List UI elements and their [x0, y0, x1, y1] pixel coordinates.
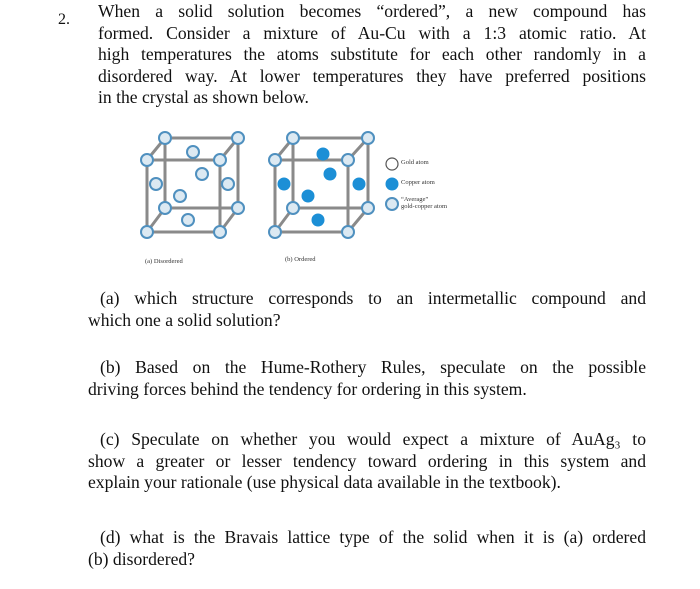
- gold-atom: [362, 132, 374, 144]
- average-atom: [174, 190, 186, 202]
- copper-atom: [278, 178, 290, 190]
- average-atom-legend-icon: [386, 198, 398, 210]
- gold-atom: [269, 154, 281, 166]
- statement-line: high temperatures the atoms substitute for each other randomly in a: [98, 44, 646, 64]
- question-line: which one a solid solution?: [88, 309, 281, 330]
- statement-line: in the crystal as shown below.: [98, 87, 309, 107]
- copper-atom: [353, 178, 365, 190]
- copper-atom: [312, 214, 324, 226]
- question-c: [88, 429, 646, 494]
- average-atom: [232, 132, 244, 144]
- copper-atom-legend-icon: [386, 178, 398, 190]
- legend-average-label-line1: “Average”: [401, 196, 429, 203]
- gold-atom: [287, 132, 299, 144]
- average-atom: [214, 154, 226, 166]
- average-atom: [141, 226, 153, 238]
- legend-gold-label: Gold atom: [401, 159, 429, 166]
- average-atom: [159, 132, 171, 144]
- average-atom: [196, 168, 208, 180]
- caption-disordered: (a) Disordered: [145, 258, 183, 265]
- average-atom: [187, 146, 199, 158]
- average-atom: [222, 178, 234, 190]
- question-d: [88, 527, 646, 570]
- gold-atom: [342, 226, 354, 238]
- question-line: (d) what is the Bravais lattice type of the solid when it is (a) ordered: [100, 527, 646, 547]
- average-atom: [232, 202, 244, 214]
- question-line: (b) disordered?: [88, 548, 195, 569]
- question-a: [88, 288, 646, 331]
- gold-atom: [269, 226, 281, 238]
- average-atom: [182, 214, 194, 226]
- statement-line: disordered way. At lower temperatures they have preferred positions: [98, 65, 646, 86]
- question-line: driving forces behind the tendency for ordering in this system.: [88, 378, 527, 399]
- legend-copper-label: Copper atom: [401, 179, 435, 186]
- caption-ordered: (b) Ordered: [285, 256, 316, 263]
- average-atom: [159, 202, 171, 214]
- average-atom: [141, 154, 153, 166]
- question-line: explain your rationale (use physical data available in the textbook).: [88, 472, 561, 492]
- gold-atom: [287, 202, 299, 214]
- problem-number: 2.: [58, 11, 70, 28]
- statement-line: formed. Consider a mixture of Au-Cu with a 1:3 atomic ratio. At: [98, 22, 646, 43]
- average-atom: [150, 178, 162, 190]
- legend: [386, 158, 398, 210]
- legend-average-label-line2: gold-copper atom: [401, 203, 448, 210]
- problem-statement: [98, 1, 646, 109]
- copper-atom: [324, 168, 336, 180]
- question-line: show a greater or lesser tendency toward ordering in this system and: [88, 450, 646, 471]
- average-atom: [214, 226, 226, 238]
- copper-atom: [317, 148, 329, 160]
- question-line: (a) which structure corresponds to an intermetallic compound and: [100, 288, 646, 308]
- question-line: (b) Based on the Hume-Rothery Rules, speculate on the possible: [100, 357, 646, 377]
- crystal-structure-figure: [130, 124, 480, 284]
- gold-atom: [342, 154, 354, 166]
- question-b: [88, 357, 646, 400]
- question-line: (c) Speculate on whether you would expect a mixture of AuAg₃ to: [100, 429, 646, 449]
- gold-atom-legend-icon: [386, 158, 398, 170]
- gold-atom: [362, 202, 374, 214]
- statement-line: When a solid solution becomes “ordered”, a new compound has: [98, 1, 646, 21]
- copper-atom: [302, 190, 314, 202]
